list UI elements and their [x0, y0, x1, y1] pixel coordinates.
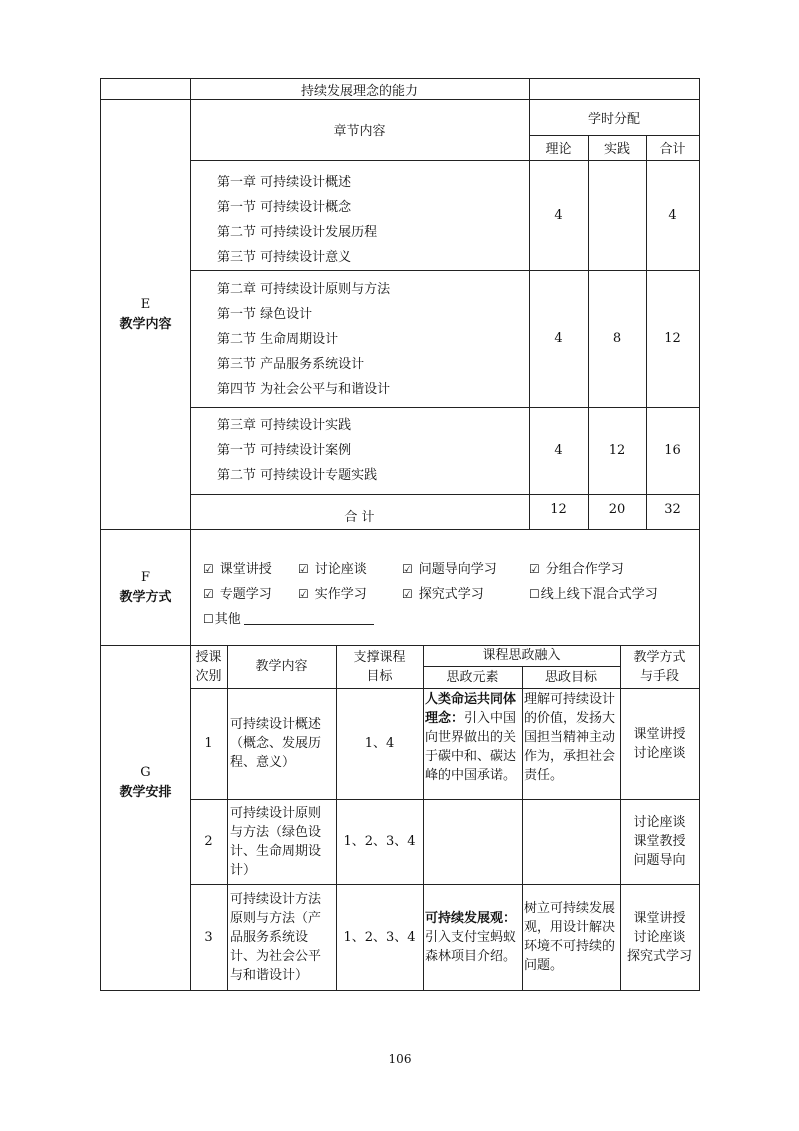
schedule-row-1-target: 理解可持续设计的价值，发扬大国担当精神主动作为，承担社会责任。 [522, 688, 621, 800]
practice-header: 实践 [588, 135, 647, 161]
chapter-3-total: 16 [646, 407, 700, 495]
method-header: 教学方式 与手段 [620, 645, 700, 689]
chapter-3-practice: 12 [588, 407, 647, 495]
schedule-row-3-content: 可持续设计方法原则与方法（产品服务系统设计、为社会公平与和谐设计） [227, 884, 337, 991]
checkbox-checked-icon[interactable]: ☑ [203, 562, 214, 576]
section-g-title: 教学安排 [119, 785, 172, 800]
chapter-2-theory: 4 [529, 270, 589, 408]
section-f-code: F [140, 570, 151, 585]
schedule-row-1-session: 1 [190, 688, 228, 800]
section-g-code: G [140, 765, 151, 780]
checkbox-checked-icon[interactable]: ☑ [298, 587, 309, 601]
checkbox-unchecked-icon[interactable]: ☐ [529, 587, 540, 601]
method-option-group-work[interactable]: ☑ 分组合作学习 [529, 562, 624, 577]
section-f-label [101, 563, 190, 613]
page-number: 106 [388, 1052, 412, 1066]
chapter-2-line: 第二章 可持续设计原则与方法 [217, 282, 391, 297]
other-blank-line[interactable] [244, 624, 374, 625]
chapter-1-cell [190, 160, 530, 271]
method-option-lecture[interactable]: ☑ 课堂讲授 [203, 562, 272, 577]
chapter-2-line: 第一节 绿色设计 [217, 307, 313, 322]
chapter-2-total: 12 [646, 270, 700, 408]
top-row-text-cell [190, 78, 530, 100]
method-option-other[interactable]: ☐其他 [203, 612, 241, 627]
chapter-2-practice: 8 [588, 270, 647, 408]
chapter-1-theory: 4 [529, 160, 589, 271]
chapter-content-header: 章节内容 [190, 99, 530, 161]
chapter-3-cell [190, 407, 530, 495]
schedule-row-2-session: 2 [190, 799, 228, 885]
chapter-3-theory: 4 [529, 407, 589, 495]
schedule-row-1-element: 人类命运共同体理念：引入中国向世界做出的关于碳中和、碳达峰的中国承诺。 [423, 688, 523, 800]
top-row-right-cell [529, 78, 700, 100]
section-e-label [101, 290, 190, 340]
method-option-inquiry[interactable]: ☑ 探究式学习 [402, 587, 484, 602]
theory-header: 理论 [529, 135, 589, 161]
goal-header: 支撑课程 目标 [336, 645, 424, 689]
schedule-row-2-element [423, 799, 523, 885]
method-option-problem-based[interactable]: ☑ 问题导向学习 [402, 562, 497, 577]
chapter-2-line: 第三节 产品服务系统设计 [217, 357, 365, 372]
schedule-row-2-target [522, 799, 621, 885]
checkbox-checked-icon[interactable]: ☑ [402, 587, 413, 601]
chapter-3-line: 第一节 可持续设计案例 [217, 443, 352, 458]
chapter-2-line: 第四节 为社会公平与和谐设计 [217, 382, 391, 397]
section-e-title: 教学内容 [119, 317, 172, 332]
chapter-3-line: 第三章 可持续设计实践 [217, 418, 352, 433]
chapter-1-line: 第二节 可持续设计发展历程 [217, 225, 378, 240]
schedule-row-3-goal: 1、2、3、4 [336, 884, 424, 991]
schedule-row-1-content: 可持续设计概述（概念、发展历程、意义） [227, 688, 337, 800]
session-header: 授课 次别 [190, 645, 228, 689]
top-row-left-cell [100, 78, 191, 100]
chapter-2-cell [190, 270, 530, 408]
chapter-1-line: 第三节 可持续设计意义 [217, 250, 352, 265]
schedule-row-3-target: 树立可持续发展观，用设计解决环境不可持续的问题。 [522, 884, 621, 991]
schedule-row-1-goal: 1、4 [336, 688, 424, 800]
section-e-code: E [140, 297, 151, 312]
chapter-1-total: 4 [646, 160, 700, 271]
sum-theory: 12 [529, 494, 589, 530]
method-option-topic-study[interactable]: ☑ 专题学习 [203, 587, 272, 602]
total-header: 合计 [646, 135, 700, 161]
content-header: 教学内容 [227, 645, 337, 689]
schedule-row-2-content: 可持续设计原则与方法（绿色设计、生命周期设计） [227, 799, 337, 885]
schedule-row-2-goal: 1、2、3、4 [336, 799, 424, 885]
sum-total: 32 [646, 494, 700, 530]
chapter-1-line: 第一章 可持续设计概述 [217, 175, 352, 190]
chapter-3-line: 第二节 可持续设计专题实践 [217, 468, 378, 483]
target-header: 思政目标 [522, 666, 621, 689]
ideo-header: 课程思政融入 [423, 645, 621, 667]
top-row-text: 持续发展理念的能力 [300, 83, 418, 99]
section-g-label [101, 758, 190, 808]
hours-header: 学时分配 [529, 99, 700, 136]
schedule-row-1-method: 课堂讲授 讨论座谈 [620, 688, 700, 800]
checkbox-checked-icon[interactable]: ☑ [529, 562, 540, 576]
checkbox-checked-icon[interactable]: ☑ [402, 562, 413, 576]
method-option-practice[interactable]: ☑ 实作学习 [298, 587, 367, 602]
schedule-row-2-method: 讨论座谈 课堂教授 问题导向 [620, 799, 700, 885]
schedule-row-3-method: 课堂讲授 讨论座谈 探究式学习 [620, 884, 700, 991]
section-f-title: 教学方式 [119, 590, 172, 605]
sum-label: 合 计 [190, 494, 530, 530]
element-header: 思政元素 [423, 666, 523, 689]
chapter-1-practice [588, 160, 647, 271]
schedule-row-3-session: 3 [190, 884, 228, 991]
schedule-row-3-element: 可持续发展观：引入支付宝蚂蚁森林项目介绍。 [423, 884, 523, 991]
sum-practice: 20 [588, 494, 647, 530]
section-g-label-cell [100, 645, 191, 991]
checkbox-checked-icon[interactable]: ☑ [203, 587, 214, 601]
chapter-2-line: 第二节 生命周期设计 [217, 332, 339, 347]
checkbox-unchecked-icon[interactable]: ☐ [203, 612, 214, 626]
method-option-blended[interactable]: ☐线上线下混合式学习 [529, 587, 658, 602]
chapter-1-line: 第一节 可持续设计概念 [217, 200, 352, 215]
method-option-discussion[interactable]: ☑ 讨论座谈 [298, 562, 367, 577]
checkbox-checked-icon[interactable]: ☑ [298, 562, 309, 576]
